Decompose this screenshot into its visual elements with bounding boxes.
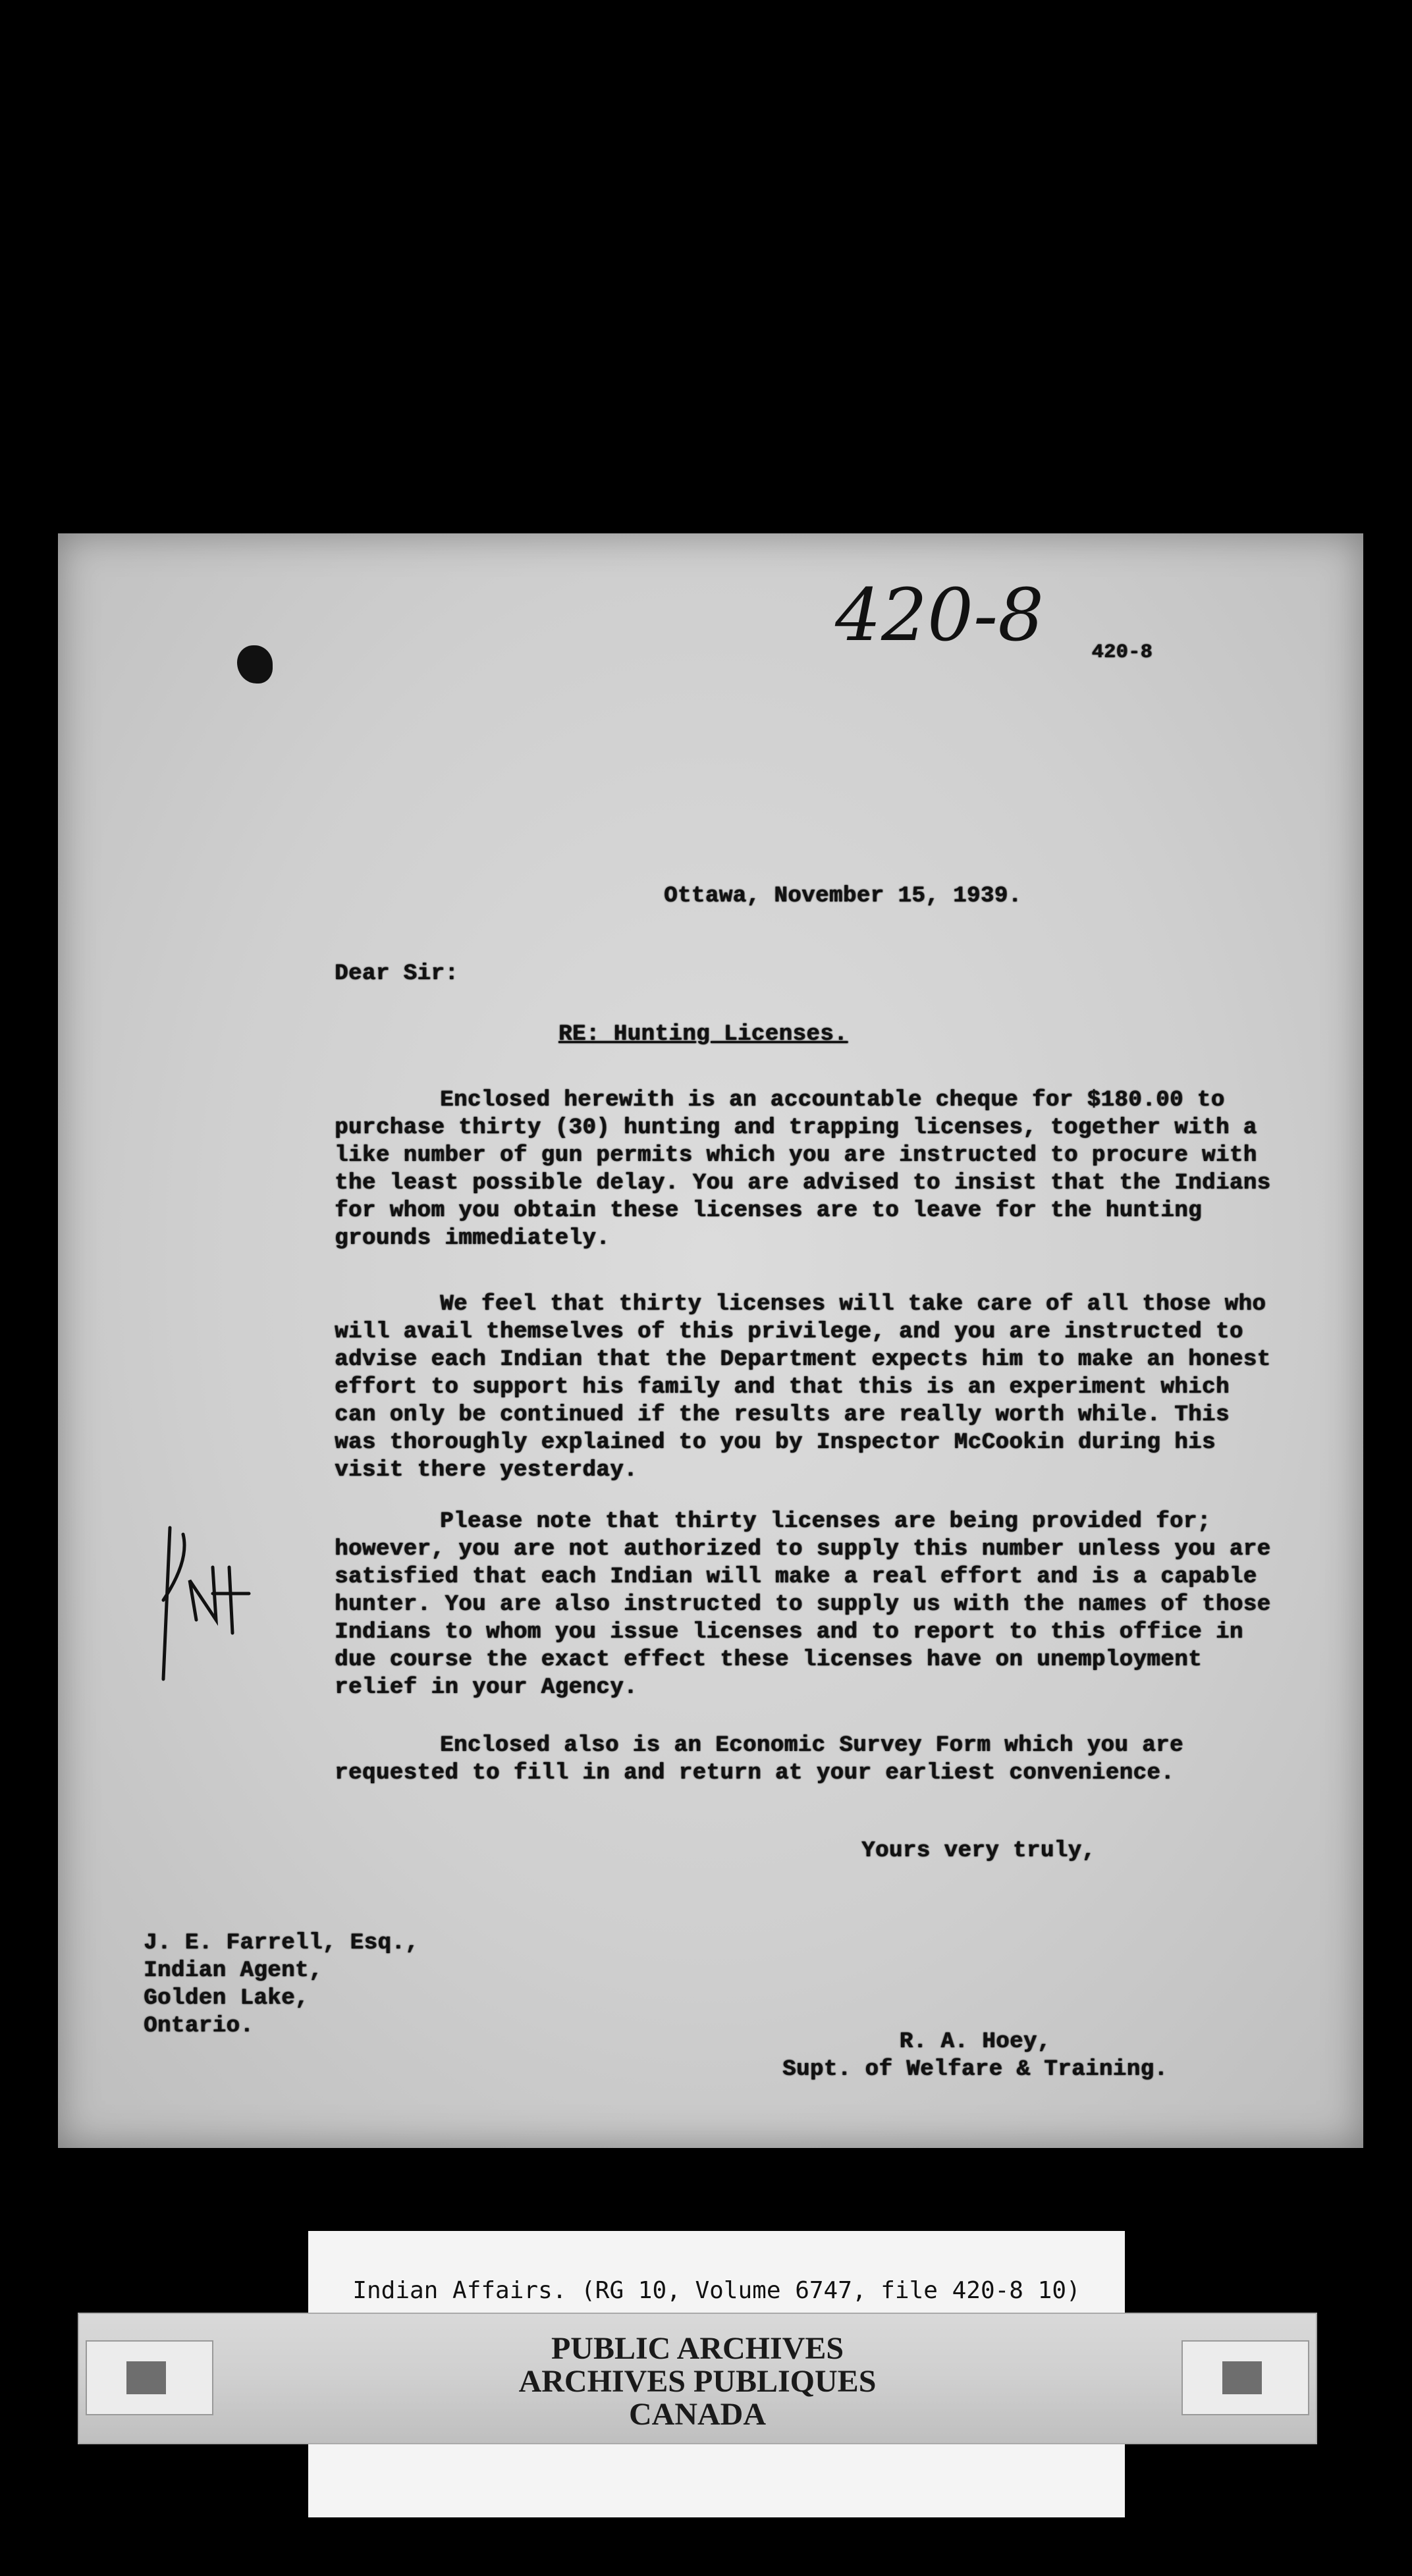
signature-title: Supt. of Welfare & Training. (782, 2057, 1168, 2082)
signature-block (782, 2028, 1168, 2083)
body-paragraph: Enclosed herewith is an accountable cheque for $180.00 to purchase thirty (30) hunting and trapping licenses, together with a like number of gun permits which you are instructed to procure with the least possible delay. You are advised to insist that the Indians for whom you obtain these licenses are to leave for the hunting grounds immediately. (335, 1088, 1271, 1251)
salutation: Dear Sir: (335, 961, 459, 986)
closing: Yours very truly, (861, 1838, 1096, 1864)
punch-hole-mark (237, 645, 273, 684)
archive-stamp (79, 2332, 1316, 2431)
stamp-line: PUBLIC ARCHIVES (551, 2331, 844, 2366)
recipient-line: J. E. Farrell, Esq., (144, 1931, 420, 1956)
date-line: Ottawa, November 15, 1939. (664, 884, 1022, 909)
signature-name: R. A. Hoey, (899, 2029, 1051, 2054)
handwritten-file-number: 420-8 (835, 573, 1045, 657)
body-paragraph: Enclosed also is an Economic Survey Form which you are requested to fill in and return at your earliest convenience. (335, 1733, 1183, 1786)
archive-stamp-strip (78, 2313, 1317, 2444)
recipient-line: Golden Lake, (144, 1986, 309, 2011)
file-reference: 420-8 (1091, 641, 1153, 664)
archive-caption: Indian Affairs. (RG 10, Volume 6747, file 420-8 10) (352, 2277, 1081, 2304)
handwritten-initials (150, 1521, 269, 1692)
letter-sheet (58, 533, 1363, 2148)
stamp-line: ARCHIVES PUBLIQUES (518, 2364, 877, 2399)
subject-line: RE: Hunting Licenses. (558, 1022, 848, 1047)
recipient-address (144, 1929, 419, 2040)
stamp-line: CANADA (629, 2397, 766, 2432)
body-paragraph: We feel that thirty licenses will take care of all those who will avail themselves of this privilege, and you are instructed to advise each Indian that the Department expects him to make an honest effort to support his family and that this is an experiment which can only be continued if the results are really worth while. This was thoroughly explained to you by Inspector McCookin during his visit there yesterday. (335, 1292, 1271, 1483)
recipient-line: Ontario. (144, 2014, 254, 2039)
body-paragraph: Please note that thirty licenses are being provided for; however, you are not authorized to supply this number unless you are satisfied that each Indian will make a real effort and is a capable hunter. You are also instructed to supply us with the names of those Indians to whom you issue licenses and to report to this office in due course the exact effect these licenses have on unemployment relief in your Agency. (335, 1509, 1271, 1700)
recipient-line: Indian Agent, (144, 1958, 323, 1983)
